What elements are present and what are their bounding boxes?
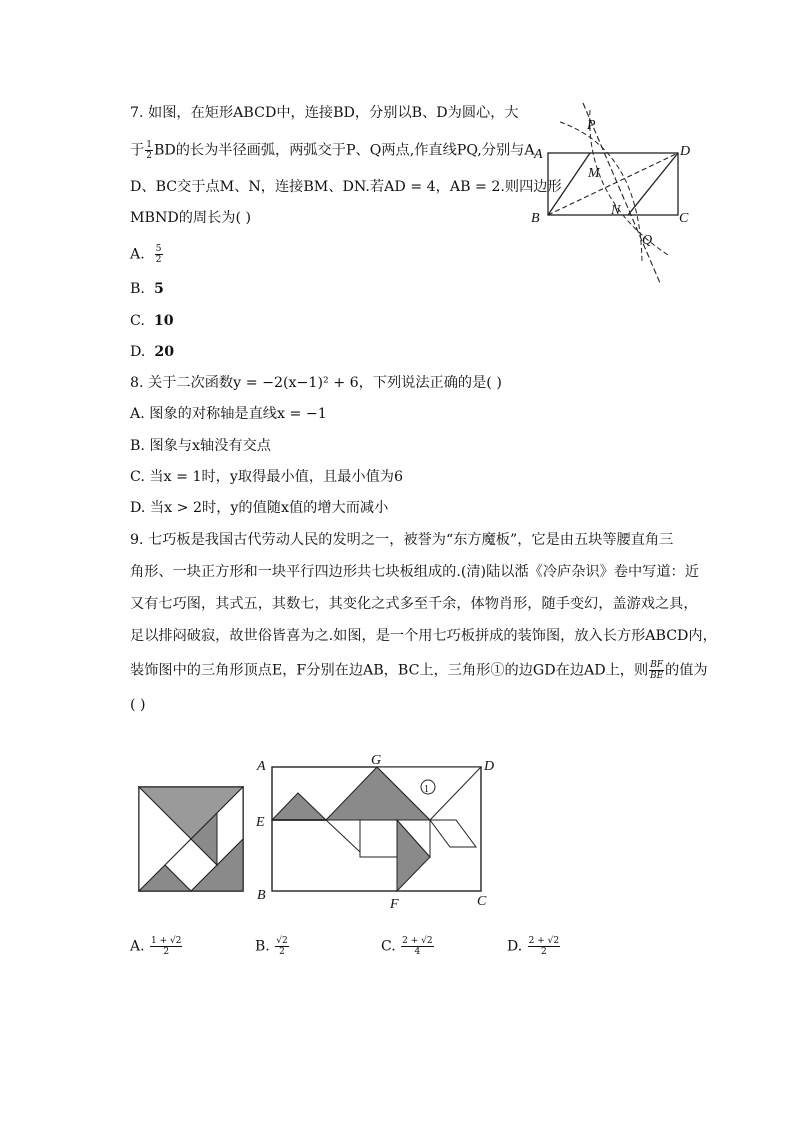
- q9-line-1: 9. 七巧板是我国古代劳动人民的发明之一，被誉为“东方魔板”，它是由五块等腰直角三: [130, 532, 674, 548]
- q7-option-b-text: 5: [153, 281, 164, 297]
- q9-small-triangle: [326, 820, 360, 852]
- q7-half-den: 2: [146, 151, 152, 161]
- q9-label-one: 1: [424, 784, 429, 795]
- q7-arc-from-d: [590, 110, 668, 255]
- q7-line-2: [130, 140, 535, 161]
- q9-label-g: G: [371, 753, 382, 768]
- q7-label-c: C: [679, 211, 689, 226]
- q9-option-b-letter: B.: [255, 938, 270, 955]
- q7-option-c-text: 10: [153, 313, 174, 329]
- q9-parallelogram: [430, 820, 476, 847]
- q7-half-fraction: [145, 140, 153, 161]
- q9-option-a-num: 1 + √2: [151, 936, 182, 946]
- q8-option-a[interactable]: A. 图象的对称轴是直线x = −1: [130, 406, 327, 422]
- q9-option-b-den: 2: [279, 947, 285, 957]
- q9-option-b-num: √2: [276, 936, 288, 946]
- q7-line-2-text: BD的长为半径画弧，两弧交于P、Q两点,作直线PQ,分别与A: [153, 142, 535, 159]
- q9-option-d-fraction: [528, 936, 560, 957]
- q9-triangle-e: [272, 793, 326, 820]
- q7-line-1: 7. 如图，在矩形ABCD中，连接BD，分别以B、D为圆心，大: [130, 105, 519, 121]
- q7-option-c-letter: C.: [130, 313, 145, 329]
- q9-option-d[interactable]: [507, 936, 561, 957]
- q7-label-d: D: [680, 144, 691, 159]
- q9-option-c-fraction: [401, 936, 433, 957]
- q7-line-2-prefix: 于: [130, 142, 145, 159]
- q8-option-c[interactable]: C. 当x = 1时，y取得最小值，且最小值为6: [130, 469, 403, 485]
- q7-arc-from-b: [560, 122, 642, 262]
- q9-line-4: 足以排闷破寂，故世俗皆喜为之.如图，是一个用七巧板拼成的装饰图，放入长方形ABCD内，: [130, 628, 717, 644]
- q9-label-c: C: [477, 894, 487, 909]
- q9-ratio-fraction: [649, 660, 664, 681]
- q9-square-piece: [360, 820, 397, 857]
- q7-label-b: B: [531, 211, 540, 226]
- q9-rectangle-figure: [250, 750, 500, 915]
- q9-option-d-letter: D.: [507, 938, 523, 955]
- q9-ratio-num: BF: [650, 660, 664, 670]
- q9-tangram-square: [137, 785, 247, 895]
- q7-half-num: 1: [146, 140, 152, 150]
- q9-line-5-suffix: 的值为: [665, 662, 708, 679]
- q9-option-a-den: 2: [163, 947, 170, 957]
- q9-option-d-num: 2 + √2: [528, 936, 560, 946]
- q7-label-q: Q: [642, 233, 653, 248]
- q7-line-4: MBND的周长为( ): [130, 210, 252, 226]
- q9-label-f: F: [390, 897, 399, 912]
- q7-option-d[interactable]: [130, 342, 174, 362]
- q9-line-5-text: 装饰图中的三角形顶点E，F分别在边AB，BC上，三角形①的边GD在边AD上，则: [130, 662, 649, 679]
- q9-label-a: A: [257, 759, 266, 774]
- q9-option-a[interactable]: [130, 936, 183, 957]
- q9-label-b: B: [257, 888, 266, 903]
- q9-option-b-fraction: [275, 936, 288, 957]
- q9-option-b[interactable]: [255, 936, 290, 957]
- q7-option-a-fraction: [155, 244, 163, 265]
- q9-option-c-letter: C.: [381, 938, 396, 955]
- q7-label-a: A: [534, 147, 543, 162]
- q9-option-c-den: 4: [414, 947, 421, 957]
- q7-option-a-letter: A.: [130, 246, 145, 263]
- q7-option-b[interactable]: [130, 279, 164, 299]
- q7-option-b-letter: B.: [130, 281, 145, 297]
- q9-label-e: E: [256, 815, 265, 830]
- q7-line-3: D、BC交于点M、N，连接BM、DN.若AD = 4，AB = 2.则四边形: [130, 179, 562, 195]
- q7-label-n: N: [611, 203, 621, 218]
- q7-label-p: P: [587, 118, 596, 133]
- q9-ratio-den: BE: [650, 671, 664, 681]
- q8-stem: 8. 关于二次函数y = −2(x−1)² + 6，下列说法正确的是( ): [130, 375, 502, 391]
- q8-option-d[interactable]: D. 当x > 2时，y的值随x值的增大而减小: [130, 500, 389, 516]
- q7-option-a-num: 5: [155, 244, 162, 254]
- q9-label-d: D: [484, 759, 495, 774]
- q9-line-2: 角形、一块正方形和一块平行四边形共七块板组成的.(清)陆以湉《冷庐杂识》卷中写道：近: [130, 564, 699, 580]
- q7-option-a[interactable]: [130, 244, 164, 265]
- q7-option-c[interactable]: [130, 311, 174, 331]
- q9-option-c-num: 2 + √2: [402, 936, 433, 946]
- q9-line-5: [130, 660, 708, 681]
- q7-segment-dn: [628, 153, 678, 215]
- q7-geometry-figure: [525, 100, 705, 290]
- q7-option-d-letter: D.: [130, 344, 146, 360]
- q9-option-a-letter: A.: [130, 938, 145, 955]
- q7-option-d-text: 20: [154, 344, 175, 360]
- q9-option-a-fraction: [150, 936, 182, 957]
- q8-option-b[interactable]: B. 图象与x轴没有交点: [130, 438, 271, 454]
- q7-label-m: M: [588, 166, 600, 181]
- q7-option-a-den: 2: [155, 255, 162, 265]
- q9-line-6: ( ): [130, 697, 146, 713]
- q9-option-c[interactable]: [381, 936, 435, 957]
- q9-option-d-den: 2: [541, 947, 547, 957]
- q9-line-3: 又有七巧图，其式五，其数七，其变化之式多至千余，体物肖形，随手变幻，盖游戏之具，: [130, 596, 698, 612]
- q7-segment-bm: [548, 153, 590, 215]
